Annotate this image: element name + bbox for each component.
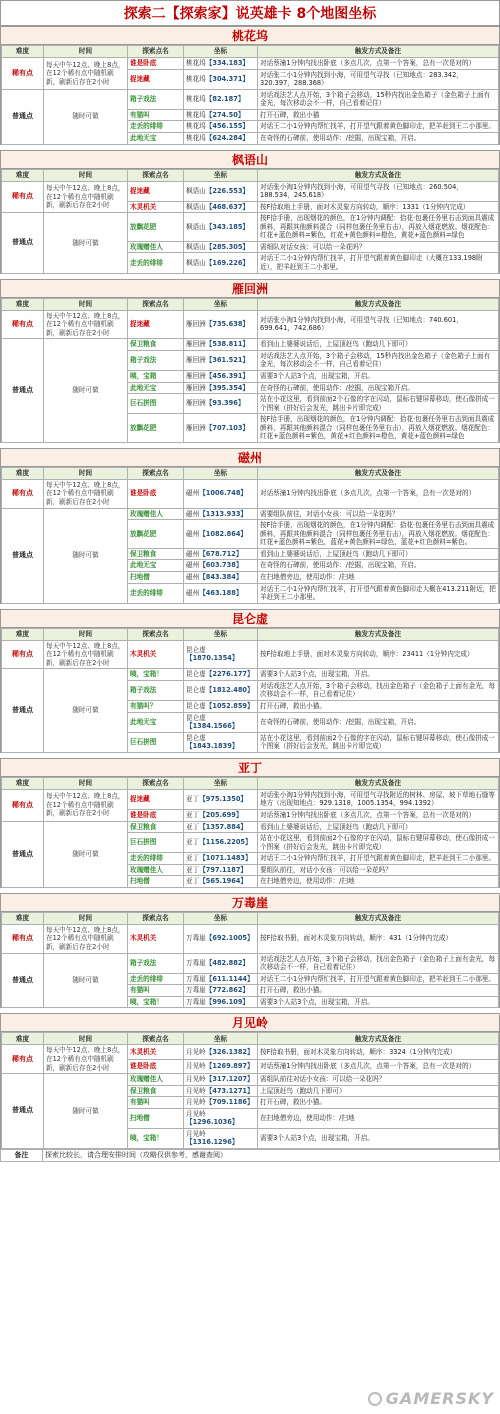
point-name: 走丢的绯绯 xyxy=(128,973,184,985)
point-name: 此地无宝 xyxy=(128,132,184,144)
point-name: 箱子戏法 xyxy=(128,350,184,370)
trigger-note: 打开石碑，救出小猫。 xyxy=(258,985,499,997)
section-title: 亚丁 xyxy=(1,758,499,777)
section-table xyxy=(1,628,499,753)
point-name: 保卫粮食 xyxy=(128,548,184,560)
map-section xyxy=(0,893,500,1009)
coordinate: 枫语山【343.185】 xyxy=(184,213,258,242)
trigger-note: 需细队对话女孩：可以给一朵花吗？ xyxy=(258,241,499,253)
column-header: 探索点名 xyxy=(128,46,184,58)
point-name: 咦，宝箱！ xyxy=(128,996,184,1008)
point-name: 玫瑰赠佳人 xyxy=(128,1074,184,1086)
gamersky-logo-icon xyxy=(368,1392,382,1406)
trigger-note: 对话戏法艺人点开始，3个箱子会移动，15秒内找出金色箱子（金色箱子上面有金光，每次移动会不一样，自己看着记住） xyxy=(258,89,499,109)
point-name: 咦，宝箱 xyxy=(128,370,184,382)
point-name: 放飘花肥 xyxy=(128,520,184,549)
point-name: 放飘花肥 xyxy=(128,213,184,242)
section-title: 雁回洲 xyxy=(1,279,499,298)
coordinate: 万毒崖【482.882】 xyxy=(184,953,258,973)
trigger-note: 需组队前往对话小女孩：可以给一朵花吗？ xyxy=(258,1074,499,1086)
point-name: 木灵机关 xyxy=(128,924,184,953)
trigger-note: 对话蔡潼1分钟内找出卧底（多点几次，点第一个答案，总有一次是对的） xyxy=(258,58,499,70)
point-name: 巨石拼图 xyxy=(128,394,184,414)
trigger-note: 看到山上婆婆说话后，上屋顶赶鸟（跑动几下即可） xyxy=(258,821,499,833)
trigger-note: 在奇怪的石碑前，使用动作：/挖掘，出现宝箱，开启。 xyxy=(258,712,499,732)
trigger-note: 打开石碑，救出小猫。 xyxy=(258,701,499,713)
time-cell: 随时可做 xyxy=(44,213,128,273)
trigger-note: 需要组队前往，对话小女孩：可以给一朵花吗？ xyxy=(258,508,499,520)
trigger-note: 对话王二小1分钟内帮忙找羊，打开望气跟着黄色脚印走，把羊赶到王二小那里。 xyxy=(258,121,499,133)
column-header: 难度 xyxy=(2,912,44,924)
time-cell: 每天中午12点、晚上8点，在12个稀有点中随机刷新，刷新后存在2小时 xyxy=(44,479,128,508)
point-name: 走丢的绯绯 xyxy=(128,121,184,133)
column-header: 坐标 xyxy=(184,46,258,58)
coordinate: 磁州【1082.864】 xyxy=(184,520,258,549)
trigger-note: 在奇怪的石碑前，使用动作：/挖掘，出现宝箱，开启。 xyxy=(258,560,499,572)
coordinate: 月见岭【1316.1296】 xyxy=(184,1128,258,1148)
point-name: 咦，宝箱！ xyxy=(128,1128,184,1148)
section-table xyxy=(1,777,499,888)
coordinate: 桃花坞【274.50】 xyxy=(184,109,258,121)
coordinate: 月见岭【1269.897】 xyxy=(184,1059,258,1073)
coordinate: 月见岭【326.1382】 xyxy=(184,1045,258,1059)
point-name: 箱子戏法 xyxy=(128,680,184,700)
coordinate: 昆仑虚【1384.1566】 xyxy=(184,712,258,732)
rare-label: 稀有点 xyxy=(2,181,44,213)
point-name: 谁是卧底 xyxy=(128,809,184,821)
column-header: 探索点名 xyxy=(128,912,184,924)
column-header: 难度 xyxy=(2,777,44,789)
column-header: 时间 xyxy=(44,298,128,310)
trigger-note: 需要3个人站3个点，出现宝箱，开启。 xyxy=(258,669,499,681)
table-row xyxy=(2,181,499,201)
coordinate: 雁回洲【361.521】 xyxy=(184,350,258,370)
trigger-note: 对话张小淘1分钟内找到小海，可用望气寻找（已知地点：260.504，188.534，245.618） xyxy=(258,181,499,201)
table-row xyxy=(2,789,499,809)
point-name: 有猫叫 xyxy=(128,985,184,997)
column-header: 探索点名 xyxy=(128,467,184,479)
coordinate: 枫语山【226.553】 xyxy=(184,181,258,201)
map-section xyxy=(0,758,500,888)
trigger-note: 对话蔡潼1分钟内找出卧底（多点几次，点第一个答案，总有一次是对的） xyxy=(258,479,499,508)
column-header: 坐标 xyxy=(184,467,258,479)
trigger-note: 按F拾取地上手册，面对木灵象方向转动，顺序：1331（1分钟内完成） xyxy=(258,201,499,213)
column-header: 坐标 xyxy=(184,777,258,789)
normal-label: 普通点 xyxy=(2,1074,44,1149)
coordinate: 桃花坞【624.284】 xyxy=(184,132,258,144)
section-table xyxy=(1,912,499,1009)
table-row xyxy=(2,821,499,833)
point-name: 箱子戏法 xyxy=(128,953,184,973)
trigger-note: 需要3个人站3个点，出现宝箱，开启。 xyxy=(258,1128,499,1148)
coordinate: 万毒崖【772.862】 xyxy=(184,985,258,997)
point-name: 走丢的绯绯 xyxy=(128,253,184,273)
column-header: 触发方式及备注 xyxy=(258,1033,499,1045)
rare-label: 稀有点 xyxy=(2,1045,44,1074)
point-name: 巨石拼图 xyxy=(128,833,184,853)
normal-label: 普通点 xyxy=(2,89,44,144)
column-header: 时间 xyxy=(44,1033,128,1045)
column-header: 探索点名 xyxy=(128,628,184,640)
point-name: 木灵机关 xyxy=(128,1045,184,1059)
trigger-note: 按F拾手册，出现烟花的颜色，在1分钟内调配：拾花·包裹任务里右击到面具震成颜料，再跟其他颜料混合（同样包裹任务里右击），再放入烟花燃放。烟花配色：红花+蓝色颜料=紫色，红花+黄色颜料=橙色，黄花+蓝色颜料=绿色 xyxy=(258,213,499,242)
column-header: 时间 xyxy=(44,467,128,479)
trigger-note: 看到山上婆婆说话后，上屋顶赶鸟（跑动几下即可） xyxy=(258,548,499,560)
table-row xyxy=(2,953,499,973)
table-row xyxy=(2,310,499,339)
table-row xyxy=(2,669,499,681)
coordinate: 亚丁【565.1964】 xyxy=(184,876,258,888)
point-name: 玫瑰赠佳人 xyxy=(128,241,184,253)
trigger-note: 对话王二小1分钟内帮忙找羊，打开望气跟着黄色脚印走大概在413.211附近，把羊赶到王二小那里。 xyxy=(258,583,499,603)
coordinate: 亚丁【1357.884】 xyxy=(184,821,258,833)
trigger-note: 按F拾手册，出现烟花的颜色，在1分钟内调配：拾花·包裹任务里右击到面具震成颜料，再跟其他颜料混合（同样包裹任务里右击），再放入烟花燃放。烟花配色：红花+蓝色颜料=紫色，蓝花+黄色颜料=绿色，蓝花+红色颜料=紫色。 xyxy=(258,520,499,549)
sections-container xyxy=(0,26,500,1149)
column-header: 触发方式及备注 xyxy=(258,169,499,181)
coordinate: 桃花坞【334.183】 xyxy=(184,58,258,70)
time-cell: 每天中午12点、晚上8点，在12个稀有点中随机刷新，刷新后存在2小时 xyxy=(44,640,128,669)
footer-label: 备注 xyxy=(1,1150,43,1162)
table-row xyxy=(2,508,499,520)
trigger-note: 对话蔡潼1分钟内找出卧底（多点几次，点第一个答案，总有一次是对的） xyxy=(258,1059,499,1073)
table-row xyxy=(2,89,499,109)
point-name: 咦，宝箱！ xyxy=(128,669,184,681)
column-header: 探索点名 xyxy=(128,169,184,181)
section-title: 昆仑虚 xyxy=(1,609,499,628)
trigger-note: 对话戏法艺人点开始，3个箱子会移动，找出金色箱子（金色箱子上面有金光，每次移动会不一样，自己看着记住） xyxy=(258,680,499,700)
trigger-note: 打开石碑，救出小猫。 xyxy=(258,1097,499,1109)
coordinate: 雁回洲【735.638】 xyxy=(184,310,258,339)
point-name: 扫地僧 xyxy=(128,571,184,583)
coordinate: 亚丁【1156.2205】 xyxy=(184,833,258,853)
column-header: 坐标 xyxy=(184,169,258,181)
time-cell: 随时可做 xyxy=(44,953,128,1008)
map-section xyxy=(0,448,500,604)
normal-label: 普通点 xyxy=(2,508,44,603)
map-section xyxy=(0,609,500,753)
time-cell: 随时可做 xyxy=(44,508,128,603)
map-section xyxy=(0,26,500,145)
point-name: 木灵机关 xyxy=(128,640,184,669)
point-name: 走丢的绯绯 xyxy=(128,853,184,865)
rare-label: 稀有点 xyxy=(2,924,44,953)
coordinate: 磁州【463.188】 xyxy=(184,583,258,603)
point-name: 保卫粮食 xyxy=(128,339,184,351)
column-header: 触发方式及备注 xyxy=(258,777,499,789)
trigger-note: 需要3个人站3个点，出现宝箱，开启。 xyxy=(258,996,499,1008)
point-name: 此地无宝 xyxy=(128,560,184,572)
point-name: 走丢的绯绯 xyxy=(128,583,184,603)
trigger-note: 按F拾取书册，面对木灵象方向转动，顺序：431（1分钟内完成） xyxy=(258,924,499,953)
section-table xyxy=(1,169,499,274)
point-name: 谁是卧底 xyxy=(128,58,184,70)
map-section xyxy=(0,279,500,443)
section-title: 万毒崖 xyxy=(1,893,499,912)
trigger-note: 对话张小淘1分钟内找到小海，可用望气寻找（已知地点：740.601，699.641，742.686） xyxy=(258,310,499,339)
section-table xyxy=(1,467,499,604)
coordinate: 亚丁【797.1187】 xyxy=(184,864,258,876)
map-section xyxy=(0,150,500,274)
coordinate: 桃花坞【456.155】 xyxy=(184,121,258,133)
table-row xyxy=(2,924,499,953)
section-table xyxy=(1,298,499,443)
column-header: 时间 xyxy=(44,628,128,640)
normal-label: 普通点 xyxy=(2,953,44,1008)
table-row xyxy=(2,1074,499,1086)
coordinate: 桃花坞【82.187】 xyxy=(184,89,258,109)
time-cell: 每天中午12点、晚上8点，在12个稀有点中随机刷新，刷新后存在2小时 xyxy=(44,181,128,213)
point-name: 巨石拼图 xyxy=(128,732,184,752)
normal-label: 普通点 xyxy=(2,213,44,273)
column-header: 时间 xyxy=(44,169,128,181)
section-table xyxy=(1,45,499,145)
point-name: 有猫叫 xyxy=(128,109,184,121)
trigger-note: 对话王二小1分钟内帮忙找羊，打开望气跟着黄色脚印走（大概在133.198附近），把羊赶到王二小那里。 xyxy=(258,253,499,273)
coordinate: 桃花坞【304.371】 xyxy=(184,69,258,89)
time-cell: 随时可做 xyxy=(44,669,128,753)
column-header: 时间 xyxy=(44,777,128,789)
trigger-note: 对话张二小1分钟内找到小海，可用望气寻找（已知地点：283.342，320.397，288.368） xyxy=(258,69,499,89)
point-name: 捉迷藏 xyxy=(128,69,184,89)
point-name: 此地无宝 xyxy=(128,712,184,732)
trigger-note: 在扫地僧旁边，使用动作：/扫地 xyxy=(258,1108,499,1128)
time-cell: 随时可做 xyxy=(44,339,128,443)
trigger-note: 在奇怪的石碑前，使用动作：/挖掘，出现宝箱，开启。 xyxy=(258,132,499,144)
table-row xyxy=(2,1045,499,1059)
coordinate: 雁回洲【538.811】 xyxy=(184,339,258,351)
coordinate: 万毒崖【996.109】 xyxy=(184,996,258,1008)
point-name: 木灵机关 xyxy=(128,201,184,213)
time-cell: 每天中午12点、晚上8点，在12个稀有点中随机刷新，刷新后存在2小时 xyxy=(44,58,128,90)
column-header: 探索点名 xyxy=(128,1033,184,1045)
coordinate: 昆仑虚【2276.177】 xyxy=(184,669,258,681)
column-header: 探索点名 xyxy=(128,298,184,310)
footer-table xyxy=(0,1149,500,1162)
coordinate: 月见岭【473.1271】 xyxy=(184,1085,258,1097)
trigger-note: 站在小花这里，看到前面2个石像的字在闪动，鼠标右键屏幕移动，使石像拼成一个图案（拼好后会发光，跳出卡片即完成） xyxy=(258,394,499,414)
point-name: 谁是卧底 xyxy=(128,1059,184,1073)
coordinate: 月见岭【1296.1036】 xyxy=(184,1108,258,1128)
table-row xyxy=(2,479,499,508)
section-title: 月见岭 xyxy=(1,1013,499,1032)
time-cell: 每天中午12点、晚上8点，在12个稀有点中随机刷新，刷新后存在2小时 xyxy=(44,1045,128,1074)
coordinate: 亚丁【1071.1483】 xyxy=(184,853,258,865)
coordinate: 昆仑虚【1843.1839】 xyxy=(184,732,258,752)
trigger-note: 站在小花这里，看到前面2个石像的字在闪动，鼠标右键屏幕移动，使石像拼成一个图案（拼好后会发光，跳出卡片即完成） xyxy=(258,732,499,752)
coordinate: 昆仑虚【1870.1354】 xyxy=(184,640,258,669)
trigger-note: 打开石碑，救出小猫 xyxy=(258,109,499,121)
column-header: 难度 xyxy=(2,169,44,181)
point-name: 箱子戏法 xyxy=(128,89,184,109)
trigger-note: 对话戏法艺人点开始，3个箱子会移动，找出金色箱子（金色箱子上面有金光，每次移动会不一样，自己看着记住） xyxy=(258,953,499,973)
column-header: 触发方式及备注 xyxy=(258,467,499,479)
map-section xyxy=(0,1013,500,1149)
watermark: GAMERSKY xyxy=(385,1389,494,1408)
column-header: 难度 xyxy=(2,467,44,479)
trigger-note: 对话张小淘1分钟内找到小海，可用望气寻找附近的树林、房屋、坡下草地石缝等地方（出现知地点：929.1318，1005.1354，994.1392） xyxy=(258,789,499,809)
time-cell: 随时可做 xyxy=(44,821,128,887)
table-row xyxy=(2,339,499,351)
normal-label: 普通点 xyxy=(2,821,44,887)
column-header: 难度 xyxy=(2,46,44,58)
point-name: 放飘花肥 xyxy=(128,414,184,443)
rare-label: 稀有点 xyxy=(2,58,44,90)
column-header: 触发方式及备注 xyxy=(258,46,499,58)
column-header: 坐标 xyxy=(184,912,258,924)
point-name: 扫地僧 xyxy=(128,876,184,888)
time-cell: 每天中午12点、晚上8点，在12个稀有点中随机刷新，刷新后存在2小时 xyxy=(44,789,128,821)
coordinate: 万毒崖【611.1144】 xyxy=(184,973,258,985)
point-name: 捉迷藏 xyxy=(128,181,184,201)
coordinate: 月见岭【317.1207】 xyxy=(184,1074,258,1086)
trigger-note: 在扫地僧旁边，使用动作：/扫地 xyxy=(258,876,499,888)
table-row xyxy=(2,58,499,70)
section-title: 桃花坞 xyxy=(1,26,499,45)
rare-label: 稀有点 xyxy=(2,789,44,821)
rare-label: 稀有点 xyxy=(2,310,44,339)
trigger-note: 按F拾取书册，面对木灵象方向转动，顺序：3324（1分钟内完成） xyxy=(258,1045,499,1059)
coordinate: 昆仑虚【1052.859】 xyxy=(184,701,258,713)
normal-label: 普通点 xyxy=(2,669,44,753)
normal-label: 普通点 xyxy=(2,339,44,443)
time-cell: 每天中午12点、晚上8点，在12个稀有点中随机刷新，刷新后存在2小时 xyxy=(44,310,128,339)
point-name: 有猫叫？ xyxy=(128,701,184,713)
page-title: 探索二【探索家】说英雄卡 8个地图坐标 xyxy=(0,0,500,26)
coordinate: 磁州【1006.748】 xyxy=(184,479,258,508)
coordinate: 磁州【843.384】 xyxy=(184,571,258,583)
coordinate: 雁回洲【456.391】 xyxy=(184,370,258,382)
section-title: 磁州 xyxy=(1,448,499,467)
coordinate: 磁州【603.738】 xyxy=(184,560,258,572)
coordinate: 枫语山【285.305】 xyxy=(184,241,258,253)
coordinate: 月见岭【709.1186】 xyxy=(184,1097,258,1109)
point-name: 捉迷藏 xyxy=(128,789,184,809)
coordinate: 雁回洲【93.396】 xyxy=(184,394,258,414)
time-cell: 随时可做 xyxy=(44,1074,128,1149)
column-header: 坐标 xyxy=(184,628,258,640)
point-name: 玫瑰赠佳人 xyxy=(128,864,184,876)
section-table xyxy=(1,1032,499,1149)
trigger-note: 要组队前往，对话小女孩：可以给一朵花吗？ xyxy=(258,864,499,876)
time-cell: 随时可做 xyxy=(44,89,128,144)
point-name: 保卫粮食 xyxy=(128,821,184,833)
rare-label: 稀有点 xyxy=(2,479,44,508)
trigger-note: 需要3个人站3个点，出现宝箱，开启。 xyxy=(258,370,499,382)
coordinate: 万毒崖【692.1005】 xyxy=(184,924,258,953)
table-row xyxy=(2,213,499,242)
table-row xyxy=(2,640,499,669)
trigger-note: 上屋顶赶鸟（跑动几下即可） xyxy=(258,1085,499,1097)
coordinate: 枫语山【169.226】 xyxy=(184,253,258,273)
point-name: 谁是卧底 xyxy=(128,479,184,508)
trigger-note: 按F拾取地上手册，面对木灵象方向转动，顺序：23411（1分钟内完成） xyxy=(258,640,499,669)
trigger-note: 在奇怪的石碑前，使用动作：/挖掘，出现宝箱开启。 xyxy=(258,382,499,394)
column-header: 难度 xyxy=(2,298,44,310)
column-header: 触发方式及备注 xyxy=(258,912,499,924)
column-header: 时间 xyxy=(44,912,128,924)
column-header: 坐标 xyxy=(184,1033,258,1045)
column-header: 触发方式及备注 xyxy=(258,628,499,640)
point-name: 有猫叫 xyxy=(128,1097,184,1109)
point-name: 玫瑰赠佳人 xyxy=(128,508,184,520)
rare-label: 稀有点 xyxy=(2,640,44,669)
trigger-note: 站在小花这里，看到前面2个石像的字在闪动，鼠标右键屏幕移动，使石像拼成一个图案（拼好后会发光，跳出卡片即完成） xyxy=(258,833,499,853)
point-name: 捉迷藏 xyxy=(128,310,184,339)
trigger-note: 对话戏法艺人点开始，3个箱子会移动，15秒内找出金色箱子（金色箱子上面有金光，每次移动会不一样，自己看着记住） xyxy=(258,350,499,370)
footer-note: 探索比较长，请合理安排时间（攻略仅供参考，感谢查阅） xyxy=(43,1150,500,1162)
coordinate: 磁州【1313.933】 xyxy=(184,508,258,520)
column-header: 触发方式及备注 xyxy=(258,298,499,310)
coordinate: 磁州【678.712】 xyxy=(184,548,258,560)
coordinate: 亚丁【975.1350】 xyxy=(184,789,258,809)
point-name: 保卫粮食 xyxy=(128,1085,184,1097)
trigger-note: 看到山上婆婆说话后，上屋顶赶鸟（跑动几下即可） xyxy=(258,339,499,351)
point-name: 扫地僧 xyxy=(128,1108,184,1128)
point-name: 此地无宝 xyxy=(128,382,184,394)
time-cell: 每天中午12点、晚上8点，在12个稀有点中随机刷新，刷新后存在2小时 xyxy=(44,924,128,953)
trigger-note: 对话蔡潼1分钟内找出卧底（多点几次，点第一个答案，总有一次是对的） xyxy=(258,809,499,821)
section-title: 枫语山 xyxy=(1,150,499,169)
column-header: 探索点名 xyxy=(128,777,184,789)
trigger-note: 对话王二小1分钟内帮忙找羊，打开望气跟着黄色脚印走，把羊赶到王二小那里。 xyxy=(258,973,499,985)
column-header: 难度 xyxy=(2,1033,44,1045)
trigger-note: 按F拾手册，出现烟花的颜色，在1分钟内调配：拾花·包裹任务里右击到面具震成颜料，再跟其他颜料混合（同样包裹任务里右击），再放入烟花燃放。烟花配色：红花+蓝色颜料=紫色，黄花+红色颜料=橙色，黄花+蓝色颜料=绿色 xyxy=(258,414,499,443)
coordinate: 亚丁【205.699】 xyxy=(184,809,258,821)
coordinate: 枫语山【468.637】 xyxy=(184,201,258,213)
trigger-note: 在扫地僧旁边，使用动作：/扫地 xyxy=(258,571,499,583)
column-header: 难度 xyxy=(2,628,44,640)
trigger-note: 对话王二小1分钟内帮忙找羊，打开望气跟着黄色脚印走，把羊赶到王二小那里。 xyxy=(258,853,499,865)
coordinate: 雁回洲【707.103】 xyxy=(184,414,258,443)
column-header: 坐标 xyxy=(184,298,258,310)
coordinate: 雁回洲【395.354】 xyxy=(184,382,258,394)
coordinate: 昆仑虚【1812.480】 xyxy=(184,680,258,700)
column-header: 时间 xyxy=(44,46,128,58)
